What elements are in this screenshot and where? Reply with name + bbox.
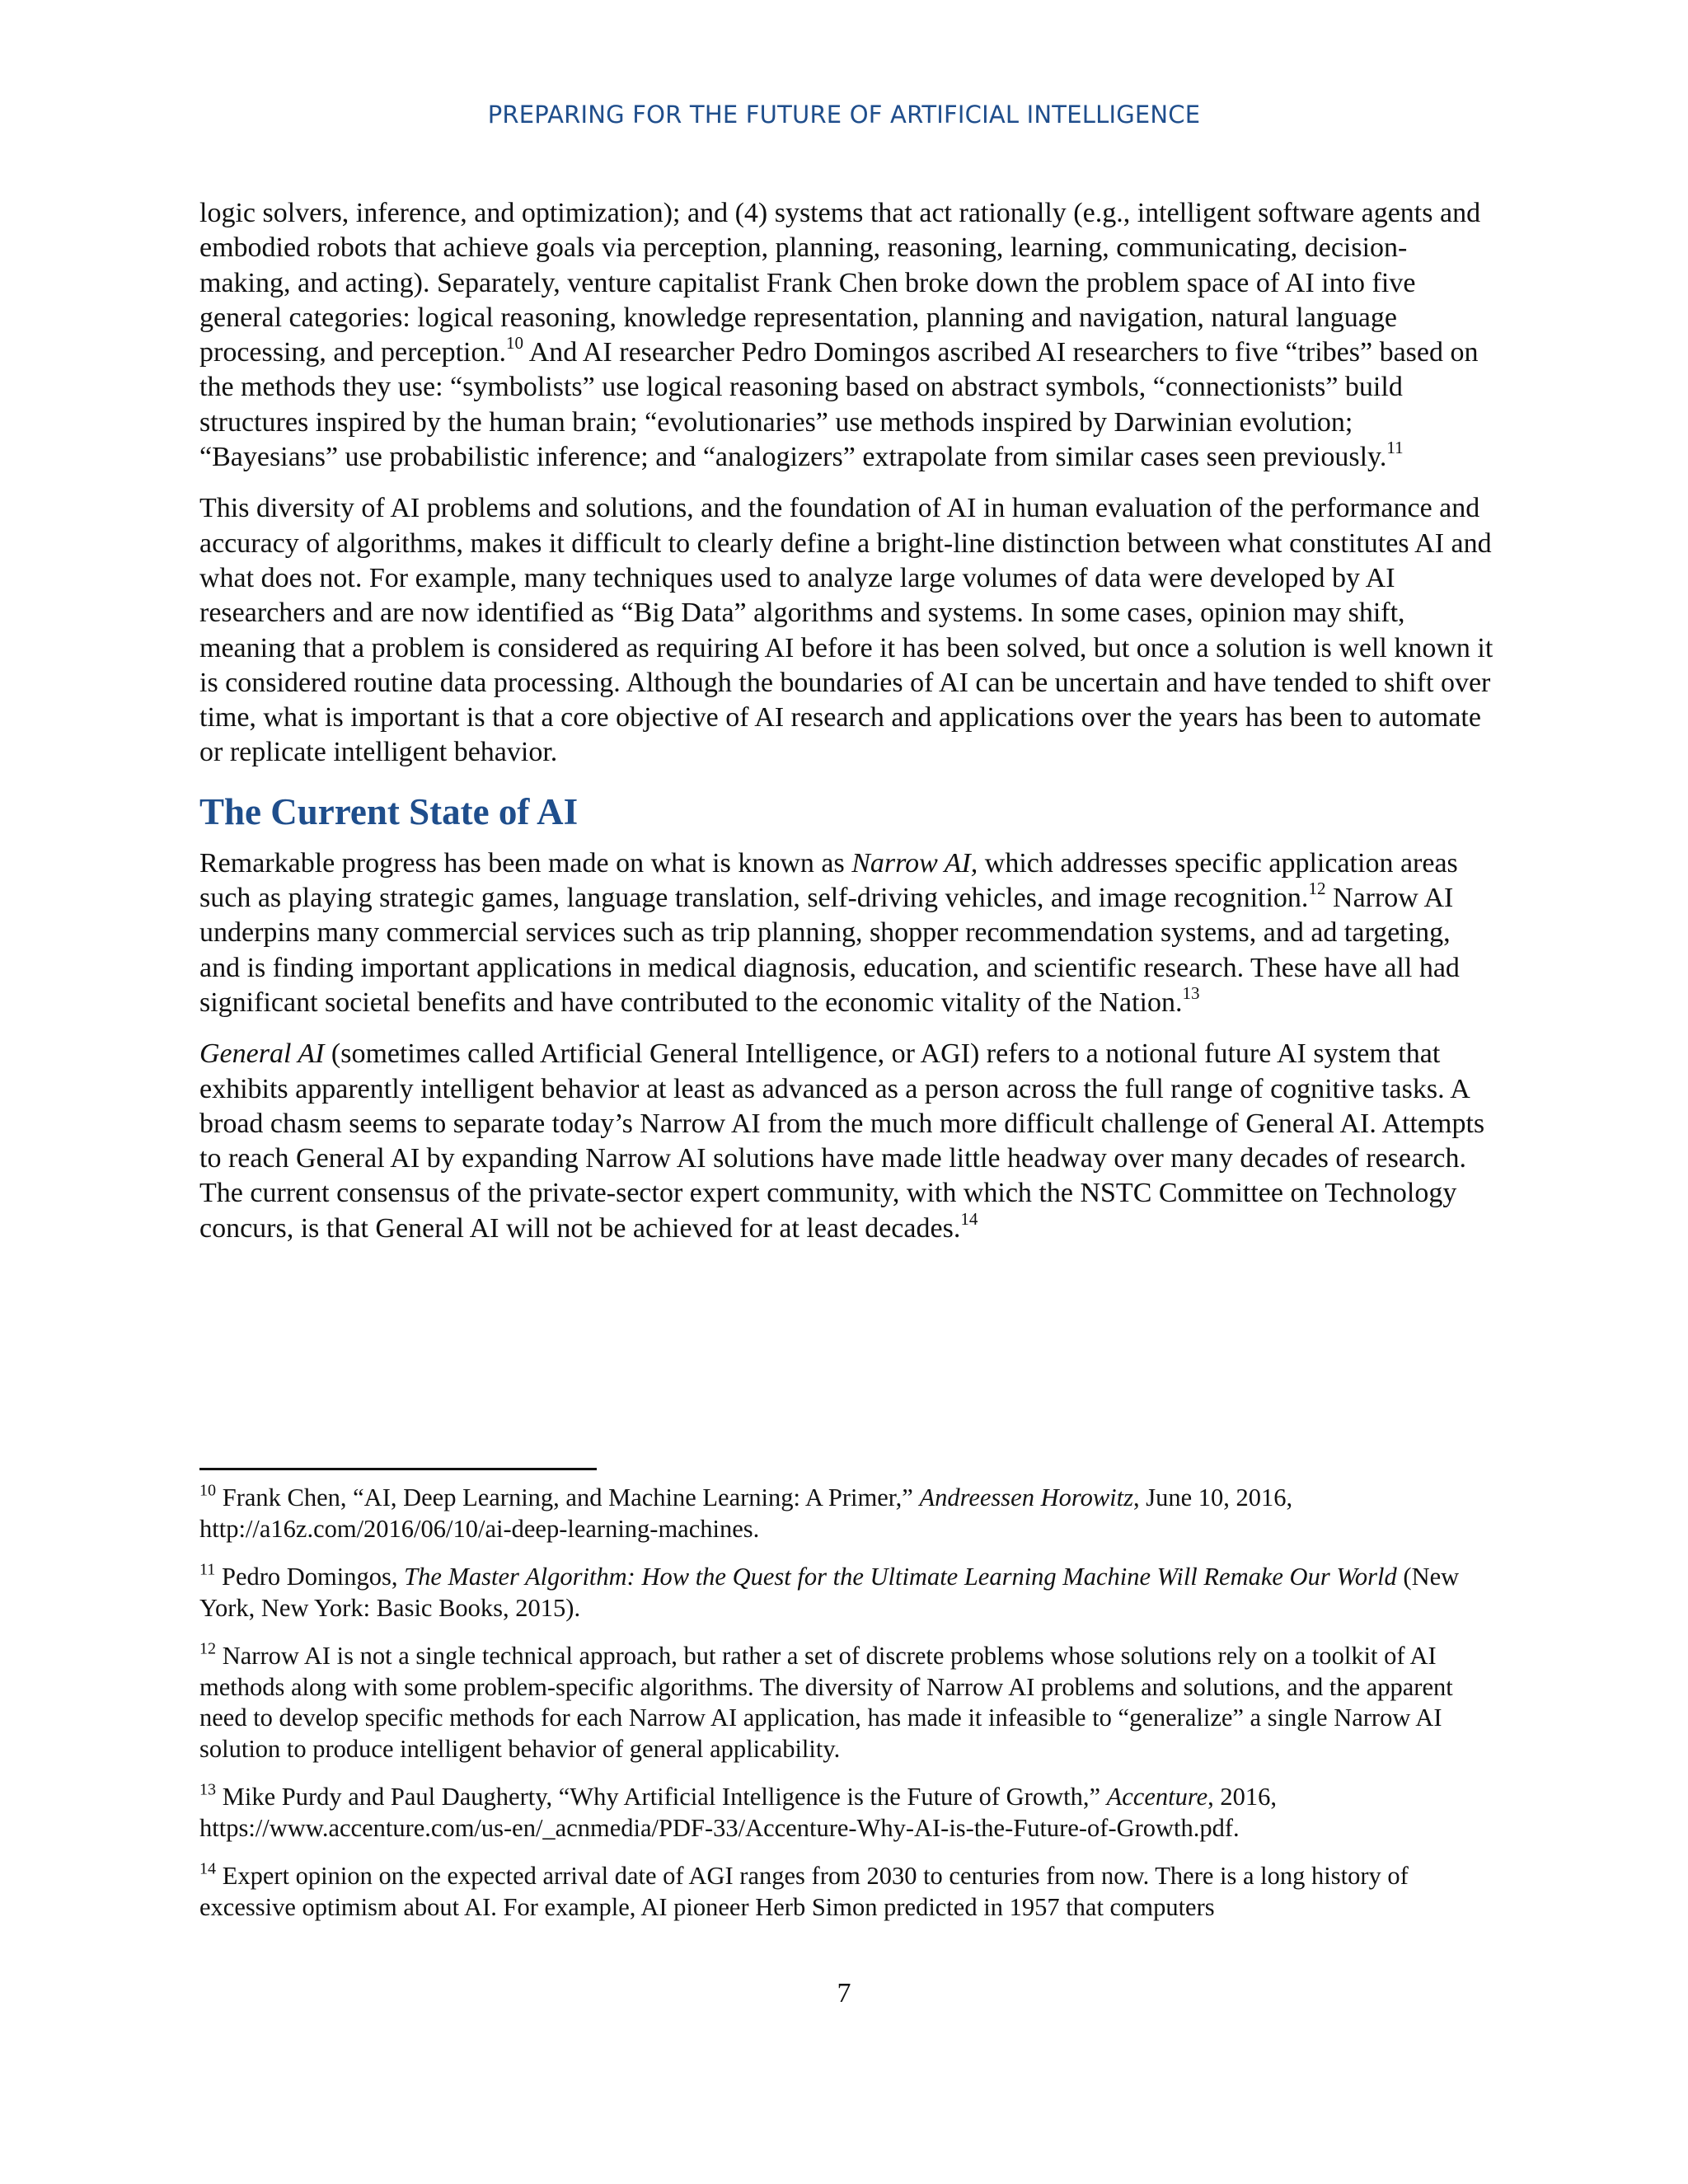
paragraph-narrow-ai	[199, 846, 1493, 1020]
footnote-ref-12[interactable]: 12	[1308, 878, 1326, 898]
page-number: 7	[837, 1978, 851, 2008]
italic-term-general-ai: General AI	[199, 1038, 325, 1070]
italic-term-narrow-ai: Narrow AI,	[851, 847, 978, 879]
footnote-text: , June 10, 2016, http://a16z.com/2016/06/10/ai-deep-learning-machines.	[199, 1483, 1293, 1543]
footnote-text: Frank Chen, “AI, Deep Learning, and Machine Learning: A Primer,”	[216, 1483, 920, 1511]
paragraph-text: which addresses specific application areas such as playing strategic games, language translation, self-driving vehicles, and image recognition.	[199, 847, 1458, 914]
footnote-number: 13	[199, 1780, 217, 1799]
paragraph-text: And AI researcher Pedro Domingos ascribed AI researchers to five “tribes” based on the methods they use: “symbolists” use logical reasoning based on abstract symbols, “connectionists” build structures inspired by the human brain; “evolutionaries” use methods inspired by Darwinian evolution; “Bayesians” use probabilistic inference; and “analogizers” extrapolate from similar cases seen previously.	[199, 337, 1479, 473]
footnote-10	[199, 1483, 1493, 1544]
footnote-14	[199, 1861, 1493, 1923]
footnote-number: 14	[199, 1859, 217, 1878]
footnote-separator	[199, 1468, 597, 1470]
footnotes	[199, 1483, 1493, 1940]
section-heading: The Current State of AI	[199, 790, 579, 832]
footnote-text: Narrow AI is not a single technical approach, but rather a set of discrete problems whose solutions rely on a toolkit of AI methods along with some problem-specific algorithms. The diversity of Narrow AI problems and solutions, and the apparent need to develop specific methods for each Narrow AI application, has made it infeasible to “generalize” a single Narrow AI solution to produce intelligent behavior of general applicability.	[199, 1642, 1453, 1763]
paragraph-ai-diversity	[199, 491, 1493, 770]
paragraph-text: This diversity of AI problems and solutions, and the foundation of AI in human evaluation of the performance and accuracy of algorithms, makes it difficult to clearly define a bright-line distinction between what constitutes AI and what does not. For example, many techniques used to analyze large volumes of data were developed by AI researchers and are now identified as “Big Data” algorithms and systems. In some cases, opinion may shift, meaning that a problem is considered as requiring AI before it has been solved, but once a solution is well known it is considered routine data processing. Although the boundaries of AI can be uncertain and have tended to shift over time, what is important is that a core objective of AI research and applications over the years has been to automate or replicate intelligent behavior.	[199, 493, 1493, 768]
footnote-text: Pedro Domingos,	[215, 1563, 405, 1591]
paragraph-text: (sometimes called Artificial General Intelligence, or AGI) refers to a notional future AI system that exhibits apparently intelligent behavior at least as advanced as a person across the full range of cognitive tasks. A broad chasm seems to separate today’s Narrow AI from the much more difficult challenge of General AI. Attempts to reach General AI by expanding Narrow AI solutions have made little headway over many decades of research. The current consensus of the private-sector expert community, with which the NSTC Committee on Technology concurs, is that General AI will not be achieved for at least decades.	[199, 1038, 1485, 1244]
running-header: PREPARING FOR THE FUTURE OF ARTIFICIAL INTELLIGENCE	[487, 101, 1201, 129]
paragraph-text: logic solvers, inference, and optimization); and (4) systems that act rationally (e.g., intelligent software agents and embodied robots that achieve goals via perception, planning, reasoning, learning, communicating, decision-making, and acting). Separately, venture capitalist Frank Chen broke down the problem space of AI into five general categories: logical reasoning, knowledge representation, planning and navigation, natural language processing, and perception.	[199, 198, 1481, 368]
footnote-number: 11	[199, 1560, 216, 1579]
footnote-text: Mike Purdy and Paul Daugherty, “Why Artificial Intelligence is the Future of Growth,”	[216, 1783, 1107, 1811]
paragraph-general-ai	[199, 1037, 1493, 1246]
body-text	[199, 196, 1493, 1263]
footnote-text: (New York, New York: Basic Books, 2015).	[199, 1563, 1460, 1622]
footnote-ref-13[interactable]: 13	[1182, 982, 1200, 1003]
footnote-12	[199, 1641, 1493, 1765]
footnote-italic-source: Accenture	[1106, 1783, 1208, 1811]
footnote-number: 12	[199, 1639, 217, 1658]
paragraph-text: Narrow AI underpins many commercial services such as trip planning, shopper recommendation systems, and ad targeting, and is finding important applications in medical diagnosis, education, and scientific research. These have all had significant societal benefits and have contributed to the economic vitality of the Nation.	[199, 883, 1460, 1018]
paragraph-text: Remarkable progress has been made on what is known as	[199, 847, 852, 879]
footnote-ref-10[interactable]: 10	[506, 333, 524, 354]
footnote-italic-source: The Master Algorithm: How the Quest for the Ultimate Learning Machine Will Remake Our World	[404, 1563, 1397, 1591]
paragraph-ai-categories	[199, 196, 1493, 475]
footnote-13	[199, 1782, 1493, 1844]
footnote-text: Expert opinion on the expected arrival date of AGI ranges from 2030 to centuries from now. There is a long history of excessive optimism about AI. For example, AI pioneer Herb Simon predicted in 1957 that computers	[199, 1862, 1409, 1921]
footnote-italic-source: Andreessen Horowitz	[919, 1483, 1134, 1511]
footnote-ref-11[interactable]: 11	[1386, 437, 1404, 457]
footnote-number: 10	[199, 1481, 217, 1500]
footnote-ref-14[interactable]: 14	[960, 1208, 978, 1229]
footnote-text: , 2016, https://www.accenture.com/us-en/_acnmedia/PDF-33/Accenture-Why-AI-is-the-Future-of-Growth.pdf.	[199, 1783, 1277, 1842]
footnote-11	[199, 1562, 1493, 1624]
